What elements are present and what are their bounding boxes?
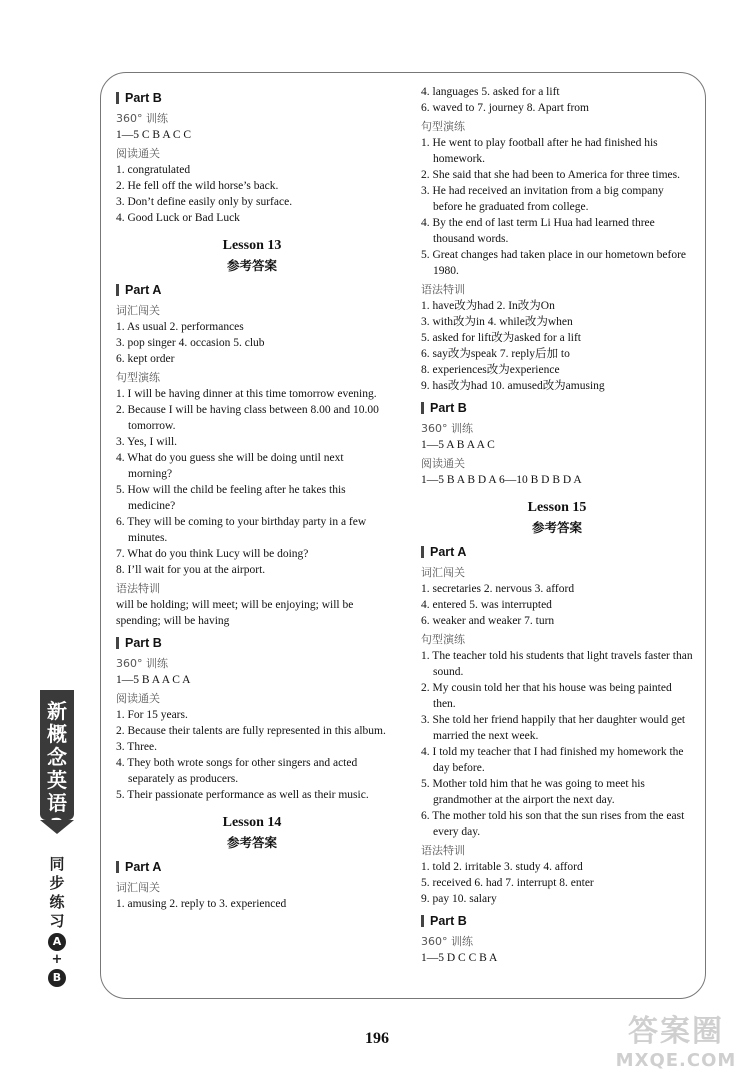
answer-line: 6. weaker and weaker 7. turn [421, 615, 555, 627]
section-label: 360° 训练 [116, 657, 168, 670]
answer-line: 4. I told my teacher that I had finished my homework the day before. [421, 746, 684, 774]
answer-line: 1—5 C B A C C [116, 129, 192, 141]
answer-line: 1—5 D C C B A [421, 952, 498, 964]
section-label: 词汇闯关 [116, 881, 160, 894]
part-a-heading: Part A [116, 280, 388, 300]
answer-line: 9. pay 10. salary [421, 893, 497, 905]
section-label: 句型演练 [421, 633, 465, 646]
lesson-13-title: Lesson 13 [222, 238, 282, 253]
left-column [116, 84, 388, 912]
lesson-14-title: Lesson 14 [222, 815, 282, 830]
answer-line: 6. waved to 7. journey 8. Apart from [421, 102, 589, 114]
answer-line: 9. has改为had 10. amused改为amusing [421, 380, 605, 392]
section-label: 语法特训 [421, 844, 465, 857]
section-label: 词汇闯关 [421, 566, 465, 579]
answer-line: 5. Their passionate performance as well as their music. [116, 789, 369, 801]
answer-line: 3. pop singer 4. occasion 5. club [116, 337, 265, 349]
answer-line: 1. He went to play football after he had finished his homework. [421, 137, 658, 165]
watermark [610, 1014, 742, 1074]
part-marker-icon [116, 637, 119, 649]
answer-line: 8. I’ll wait for you at the airport. [116, 564, 266, 576]
part-b-heading: Part B [116, 88, 388, 108]
section-label: 语法特训 [421, 283, 465, 296]
answer-line: 5. received 6. had 7. interrupt 8. enter [421, 877, 594, 889]
answer-line: 1. For 15 years. [116, 709, 188, 721]
answer-line: 6. They will be coming to your birthday party in a few minutes. [116, 516, 367, 544]
answer-line: 5. Mother told him that he was going to meet his grandmother at the airport the next day. [421, 778, 645, 806]
answers-heading: 参考答案 [531, 520, 582, 535]
section-label: 阅读通关 [421, 457, 465, 470]
section-label: 360° 训练 [421, 935, 473, 948]
section-label: 句型演练 [116, 371, 160, 384]
answer-line: 3. Don’t define easily only by surface. [116, 196, 293, 208]
right-column [421, 84, 693, 966]
answer-line: 8. experiences改为experience [421, 364, 560, 376]
section-label: 360° 训练 [116, 112, 168, 125]
part-b-heading: Part B [116, 633, 388, 653]
answer-line: 1. amusing 2. reply to 3. experienced [116, 898, 287, 910]
answer-line: 6. The mother told his son that the sun rises from the east every day. [421, 810, 685, 838]
answer-line: 1. secretaries 2. nervous 3. afford [421, 583, 575, 595]
side-tab-title: 新概念英语2 [47, 699, 67, 838]
answer-line: 2. Because I will be having class between 8.00 and 10.00 tomorrow. [116, 404, 379, 432]
section-label: 360° 训练 [421, 422, 473, 435]
answer-line: 2. He fell off the wild horse’s back. [116, 180, 279, 192]
part-marker-icon [116, 92, 119, 104]
part-marker-icon [116, 861, 119, 873]
plus-sign: + [51, 952, 63, 967]
badge-b: B [48, 969, 66, 987]
badge-a: A [48, 933, 66, 951]
part-marker-icon [421, 915, 424, 927]
side-tab-subtitle-text: 同步练习 [49, 855, 65, 930]
answer-line: 2. She said that she had been to America for three times. [421, 169, 680, 181]
answer-line: 5. How will the child be feeling after he takes this medicine? [116, 484, 346, 512]
section-label: 阅读通关 [116, 147, 160, 160]
tab-arrow-icon [40, 820, 74, 834]
answer-line: 1. have改为had 2. In改为On [421, 300, 555, 312]
answer-line: 7. What do you think Lucy will be doing? [116, 548, 309, 560]
answer-line: 1. told 2. irritable 3. study 4. afford [421, 861, 583, 873]
answer-line: 1—5 B A A C A [116, 674, 191, 686]
part-a-heading: Part A [116, 857, 388, 877]
part-a-heading: Part A [421, 542, 693, 562]
answer-line: 1. As usual 2. performances [116, 321, 244, 333]
answer-line: 1. congratulated [116, 164, 191, 176]
answer-line: 4. By the end of last term Li Hua had learned three thousand words. [421, 217, 655, 245]
answer-line: 3. She told her friend happily that her daughter would get married the next week. [421, 714, 686, 742]
answers-heading: 参考答案 [226, 258, 277, 273]
answer-line: 2. My cousin told her that his house was being painted then. [421, 682, 672, 710]
answer-line: 6. say改为speak 7. reply后加 to [421, 348, 570, 360]
answer-line: 1—5 B A B D A 6—10 B D B D A [421, 474, 582, 486]
answer-line: 3. Three. [116, 741, 157, 753]
answer-line: 4. languages 5. asked for a lift [421, 86, 560, 98]
answer-line: 3. Yes, I will. [116, 436, 178, 448]
answer-line: 4. What do you guess she will be doing until next morning? [116, 452, 344, 480]
answer-line: 6. kept order [116, 353, 175, 365]
part-b-heading: Part B [421, 398, 693, 418]
section-label: 词汇闯关 [116, 304, 160, 317]
part-marker-icon [421, 546, 424, 558]
page-number: 196 [365, 1030, 389, 1047]
answer-line: 4. Good Luck or Bad Luck [116, 212, 240, 224]
answer-line: 4. entered 5. was interrupted [421, 599, 552, 611]
answer-line: 3. He had received an invitation from a big company before he graduated from college. [421, 185, 664, 213]
answer-line: 4. They both wrote songs for other singers and acted separately as producers. [116, 757, 358, 785]
watermark-line-2: MXQE.COM [615, 1050, 737, 1071]
answer-line: 1—5 A B A A C [421, 439, 495, 451]
answer-line: 1. The teacher told his students that light travels faster than sound. [421, 650, 693, 678]
answer-line: 2. Because their talents are fully represented in this album. [116, 725, 386, 737]
lesson-15-title: Lesson 15 [527, 500, 587, 515]
answer-line: 5. asked for lift改为asked for a lift [421, 332, 581, 344]
answer-line: 1. I will be having dinner at this time tomorrow evening. [116, 388, 377, 400]
part-marker-icon [421, 402, 424, 414]
answer-line: 5. Great changes had taken place in our hometown before 1980. [421, 249, 687, 277]
answers-heading: 参考答案 [226, 835, 277, 850]
part-b-heading: Part B [421, 911, 693, 931]
part-marker-icon [116, 284, 119, 296]
side-tab-subtitle [45, 855, 69, 989]
section-label: 语法特训 [116, 582, 160, 595]
answer-line: 3. with改为in 4. while改为when [421, 316, 573, 328]
answer-line: will be holding; will meet; will be enjoying; will be spending; will be having [116, 599, 354, 627]
section-label: 阅读通关 [116, 692, 160, 705]
section-label: 句型演练 [421, 120, 465, 133]
watermark-line-1: 答案圈 [628, 1014, 724, 1049]
